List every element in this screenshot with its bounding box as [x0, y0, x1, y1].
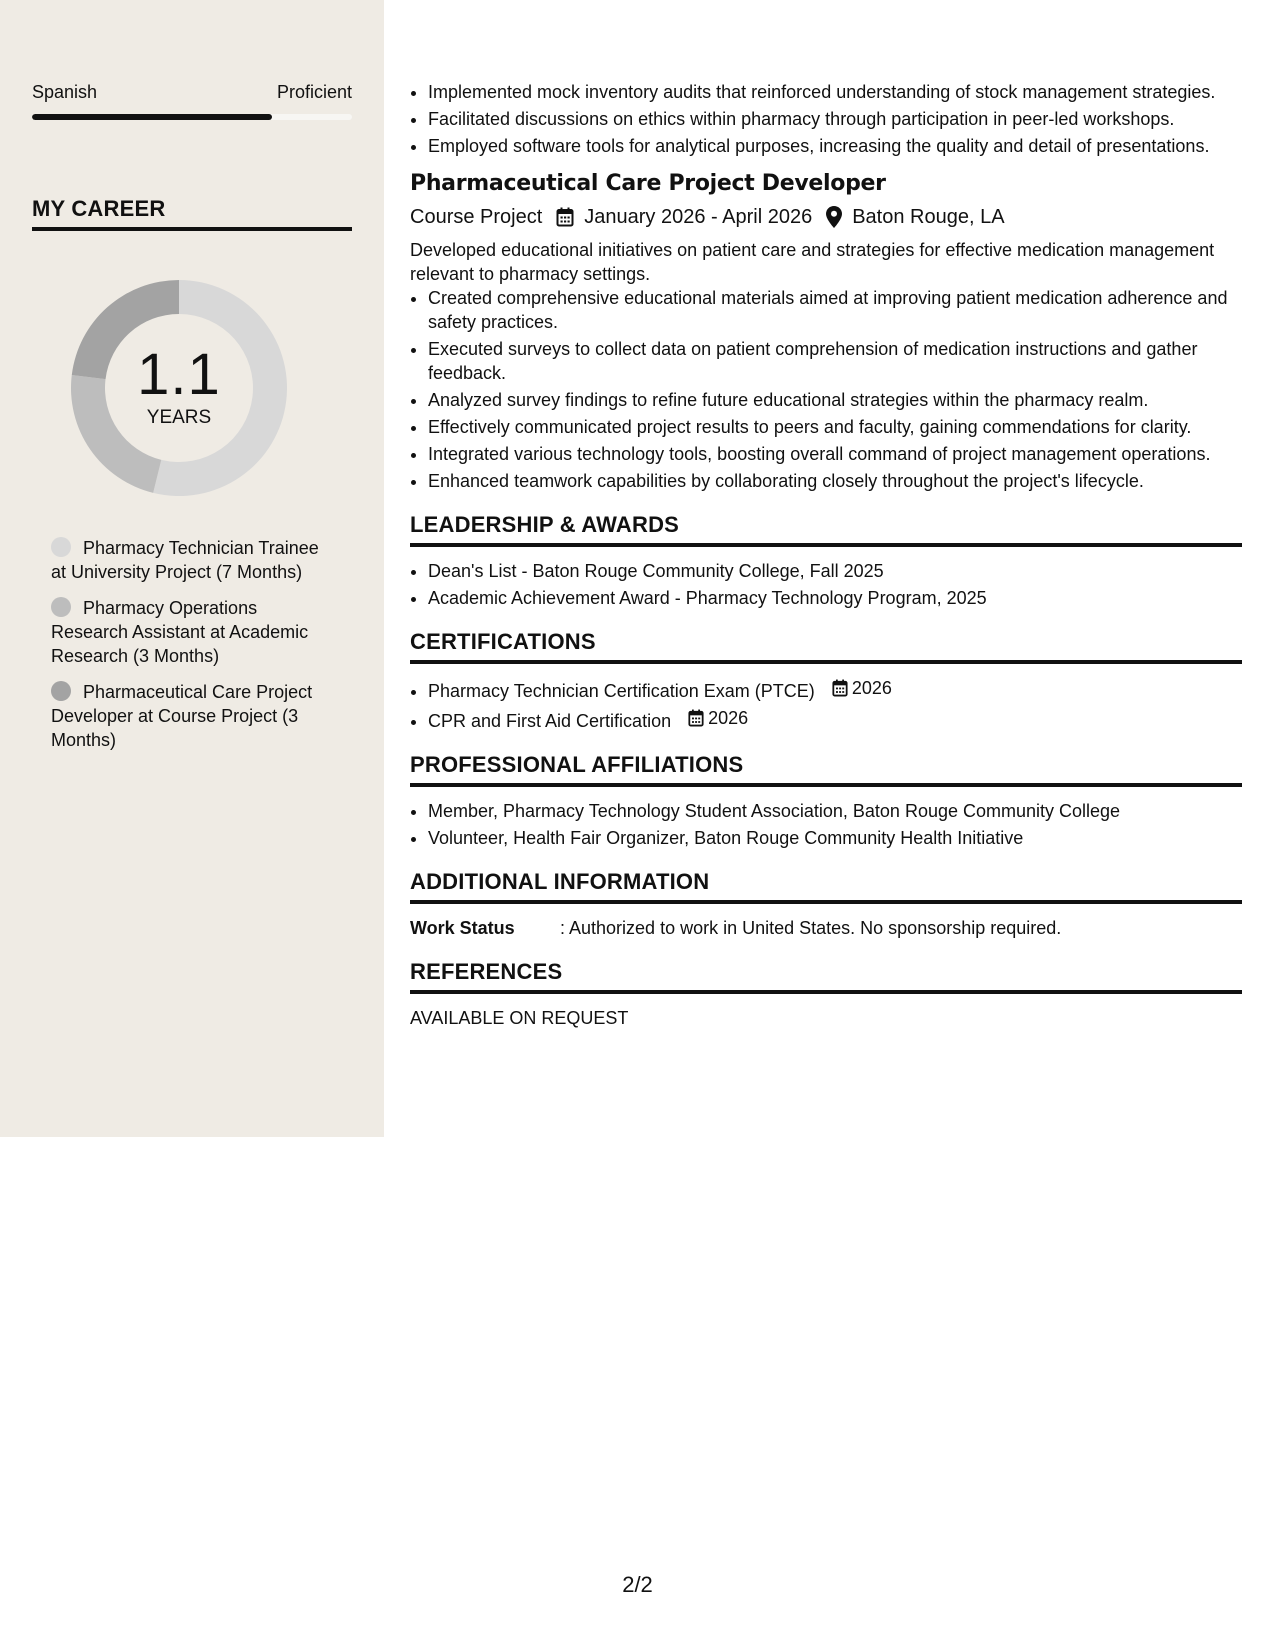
donut-center: [66, 275, 292, 501]
cert-name: CPR and First Aid Certification: [428, 711, 672, 731]
list-item: • Implemented mock inventory audits that reinforced understanding of stock management strategies.: [428, 80, 1242, 104]
list-item: • Integrated various technology tools, boosting overall command of project management operations.: [428, 442, 1242, 466]
list-item: • Created comprehensive educational materials aimed at improving patient medication adherence and safety practices.: [428, 286, 1242, 334]
list-item: • Facilitated discussions on ethics within pharmacy through participation in peer-led workshops.: [428, 107, 1242, 131]
section-divider: [410, 660, 1242, 664]
language-name: Spanish: [32, 82, 98, 102]
job-meta: [410, 204, 1242, 230]
references-heading: REFERENCES: [410, 959, 563, 984]
legend-dot: [51, 537, 71, 557]
list-item: • Executed surveys to collect data on patient comprehension of medication instructions and gather feedback.: [428, 337, 1242, 385]
section-divider: [410, 543, 1242, 547]
previous-job-bullets: [410, 80, 1242, 158]
leadership-heading: LEADERSHIP & AWARDS: [410, 512, 680, 537]
career-legend-item: [51, 596, 331, 668]
list-item: • Dean's List - Baton Rouge Community College, Fall 2025: [428, 559, 1242, 583]
calendar-icon: [688, 709, 704, 727]
section-divider: [410, 990, 1242, 994]
list-item: • Volunteer, Health Fair Organizer, Baton Rouge Community Health Initiative: [428, 826, 1242, 850]
list-item: • Analyzed survey findings to refine future educational strategies within the pharmacy realm.: [428, 388, 1242, 412]
list-item: • Enhanced teamwork capabilities by collaborating closely throughout the project's lifecycle.: [428, 469, 1242, 493]
job-location: Baton Rouge, LA: [852, 206, 1005, 228]
location-pin-icon: [826, 206, 842, 228]
career-legend-item: [51, 680, 331, 752]
list-item: • Employed software tools for analytical purposes, increasing the quality and detail of presentations.: [428, 134, 1242, 158]
list-item: • Academic Achievement Award - Pharmacy Technology Program, 2025: [428, 586, 1242, 610]
job-org: Course Project: [410, 206, 543, 228]
certifications-list: [410, 676, 1242, 733]
career-legend-item: [51, 536, 331, 584]
language-row: [32, 82, 352, 103]
career-item-label: Pharmaceutical Care Project Developer at Course Project (3 Months): [51, 682, 313, 750]
work-status-row: [410, 916, 1242, 940]
legend-dot: [51, 681, 71, 701]
career-donut-chart: [66, 275, 292, 501]
career-heading: MY CAREER: [32, 196, 166, 221]
cert-name: Pharmacy Technician Certification Exam (PTCE): [428, 681, 815, 701]
cert-year: [688, 706, 748, 730]
affiliations-list: [410, 799, 1242, 850]
job-description: Developed educational initiatives on patient care and strategies for effective medication management relevant to pharmacy settings.: [410, 240, 1215, 284]
cert-year: [832, 676, 892, 700]
work-status-value: : Authorized to work in United States. No sponsorship required.: [560, 918, 1062, 938]
calendar-icon: [832, 679, 848, 697]
cert-year-text: 2026: [851, 678, 892, 698]
language-level: Proficient: [276, 82, 352, 102]
affiliations-heading: PROFESSIONAL AFFILIATIONS: [410, 752, 744, 777]
list-item: • Effectively communicated project results to peers and faculty, gaining commendations for clarity.: [428, 415, 1242, 439]
certifications-heading: CERTIFICATIONS: [410, 629, 596, 654]
calendar-icon: [556, 207, 574, 227]
main-content: [410, 80, 1242, 1030]
work-status-label: Work Status: [410, 918, 515, 938]
list-item: • Member, Pharmacy Technology Student Association, Baton Rouge Community College: [428, 799, 1242, 823]
page-number: 2/2: [622, 1572, 653, 1597]
legend-dot: [51, 597, 71, 617]
sidebar: [0, 0, 384, 1137]
career-item-label: Pharmacy Operations Research Assistant at Academic Research (3 Months): [51, 598, 309, 666]
references-text: AVAILABLE ON REQUEST: [410, 1008, 629, 1028]
additional-info-heading: ADDITIONAL INFORMATION: [410, 869, 710, 894]
job-bullets: [410, 286, 1242, 493]
career-total-unit: YEARS: [146, 407, 212, 428]
career-total-value: 1.1: [137, 342, 221, 407]
career-item-label: Pharmacy Technician Trainee at University Project (7 Months): [51, 538, 319, 582]
language-proficiency-fill: [32, 114, 272, 120]
cert-year-text: 2026: [708, 708, 749, 728]
section-divider: [410, 900, 1242, 904]
language-proficiency-bar: [32, 114, 352, 120]
section-divider: [410, 783, 1242, 787]
leadership-list: [410, 559, 1242, 610]
list-item: [428, 706, 1242, 733]
career-legend: [51, 536, 331, 764]
job-dates: January 2026 - April 2026: [584, 206, 813, 228]
list-item: [428, 676, 1242, 703]
job-title: Pharmaceutical Care Project Developer: [410, 171, 886, 196]
career-divider: [32, 227, 352, 231]
